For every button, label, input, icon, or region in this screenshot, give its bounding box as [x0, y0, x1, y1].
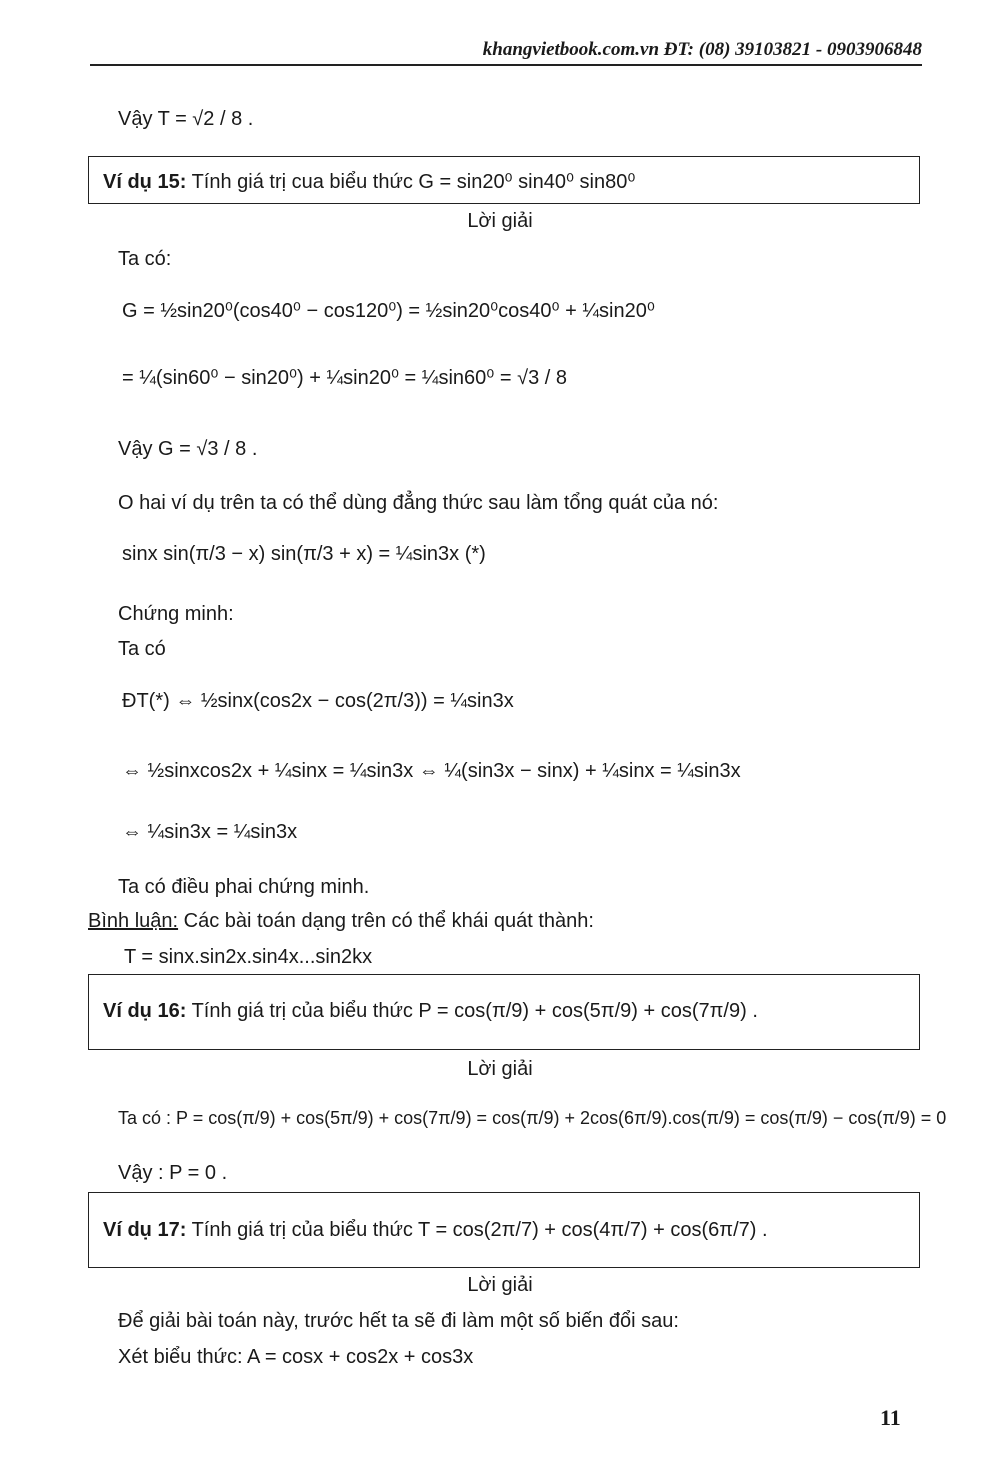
ex17-line-1: Để giải bài toán này, trước hết ta sẽ đi làm một số biến đổi sau: — [118, 1310, 679, 1332]
conclusion-P: Vậy : P = 0 . — [118, 1162, 228, 1184]
example-16-title — [103, 1000, 758, 1023]
proof-step-2: ⇔ ½sinxcos2x + ¼sinx = ¼sin3x ⇔ ¼(sin3x − sinx) + ¼sinx = ¼sin3x — [122, 760, 741, 782]
equation-G-2: = ¼(sin60⁰ − sin20⁰) + ¼sin20⁰ = ¼sin60⁰ = √3 / 8 — [122, 367, 567, 389]
proof-ta-co: Ta có — [118, 638, 166, 660]
example-16-task: Tính giá trị của biểu thức P = cos(π/9) + cos(5π/9) + cos(7π/9) . — [191, 1000, 758, 1022]
equation-P: Ta có : P = cos(π/9) + cos(5π/9) + cos(7π/9) = cos(π/9) + 2cos(6π/9).cos(π/9) = cos(π/9) − cos(π/9) = 0 — [118, 1108, 947, 1128]
page-header — [90, 36, 922, 66]
example-15-label: Ví dụ 15: — [103, 171, 187, 193]
proof-heading: Chứng minh: — [118, 603, 234, 625]
discussion-line — [88, 910, 594, 933]
conclusion-G: Vậy G = √3 / 8 . — [118, 438, 258, 460]
qed-line: Ta có điều phai chứng minh. — [118, 876, 370, 898]
example-16-label: Ví dụ 16: — [103, 1000, 187, 1022]
proof-step-1: ĐT(*) ⇔ ½sinx(cos2x − cos(2π/3)) = ¼sin3x — [122, 690, 514, 712]
example-17-label: Ví dụ 17: — [103, 1219, 187, 1241]
proof-step-3: ⇔ ¼sin3x = ¼sin3x — [122, 821, 298, 843]
example-15-title — [103, 169, 635, 194]
example-16-box — [88, 974, 920, 1050]
ex17-line-2: Xét biểu thức: A = cosx + cos2x + cos3x — [118, 1346, 474, 1368]
example-17-box — [88, 1192, 920, 1268]
example-15-task: Tính giá trị cua biểu thức G = sin20⁰ sin40⁰ sin80⁰ — [191, 171, 636, 193]
remark-generalize: O hai ví dụ trên ta có thể dùng đẳng thức sau làm tổng quát của nó: — [118, 492, 719, 514]
equation-G-1: G = ½sin20⁰(cos40⁰ − cos120⁰) = ½sin20⁰cos40⁰ + ¼sin20⁰ — [122, 300, 655, 322]
discussion-text: Các bài toán dạng trên có thể khái quát thành: — [178, 910, 594, 932]
identity-star: sinx sin(π/3 − x) sin(π/3 + x) = ¼sin3x (*) — [122, 543, 486, 565]
conclusion-T: Vậy T = √2 / 8 . — [118, 108, 254, 130]
header-site-contact: khangvietbook.com.vn ĐT: (08) 39103821 - 0903906848 — [482, 39, 922, 60]
solution-heading-16: Lời giải — [467, 1058, 533, 1080]
example-17-title — [103, 1219, 768, 1242]
generalization-formula: T = sinx.sin2x.sin4x...sin2kx — [124, 946, 373, 968]
ta-co-15: Ta có: — [118, 248, 172, 270]
solution-heading-17: Lời giải — [467, 1274, 533, 1296]
example-15-box — [88, 156, 920, 204]
solution-heading-15: Lời giải — [467, 210, 533, 232]
page-number: 11 — [880, 1405, 901, 1430]
discussion-label: Bình luận: — [88, 910, 179, 932]
example-17-task: Tính giá trị của biểu thức T = cos(2π/7) + cos(4π/7) + cos(6π/7) . — [191, 1219, 768, 1241]
